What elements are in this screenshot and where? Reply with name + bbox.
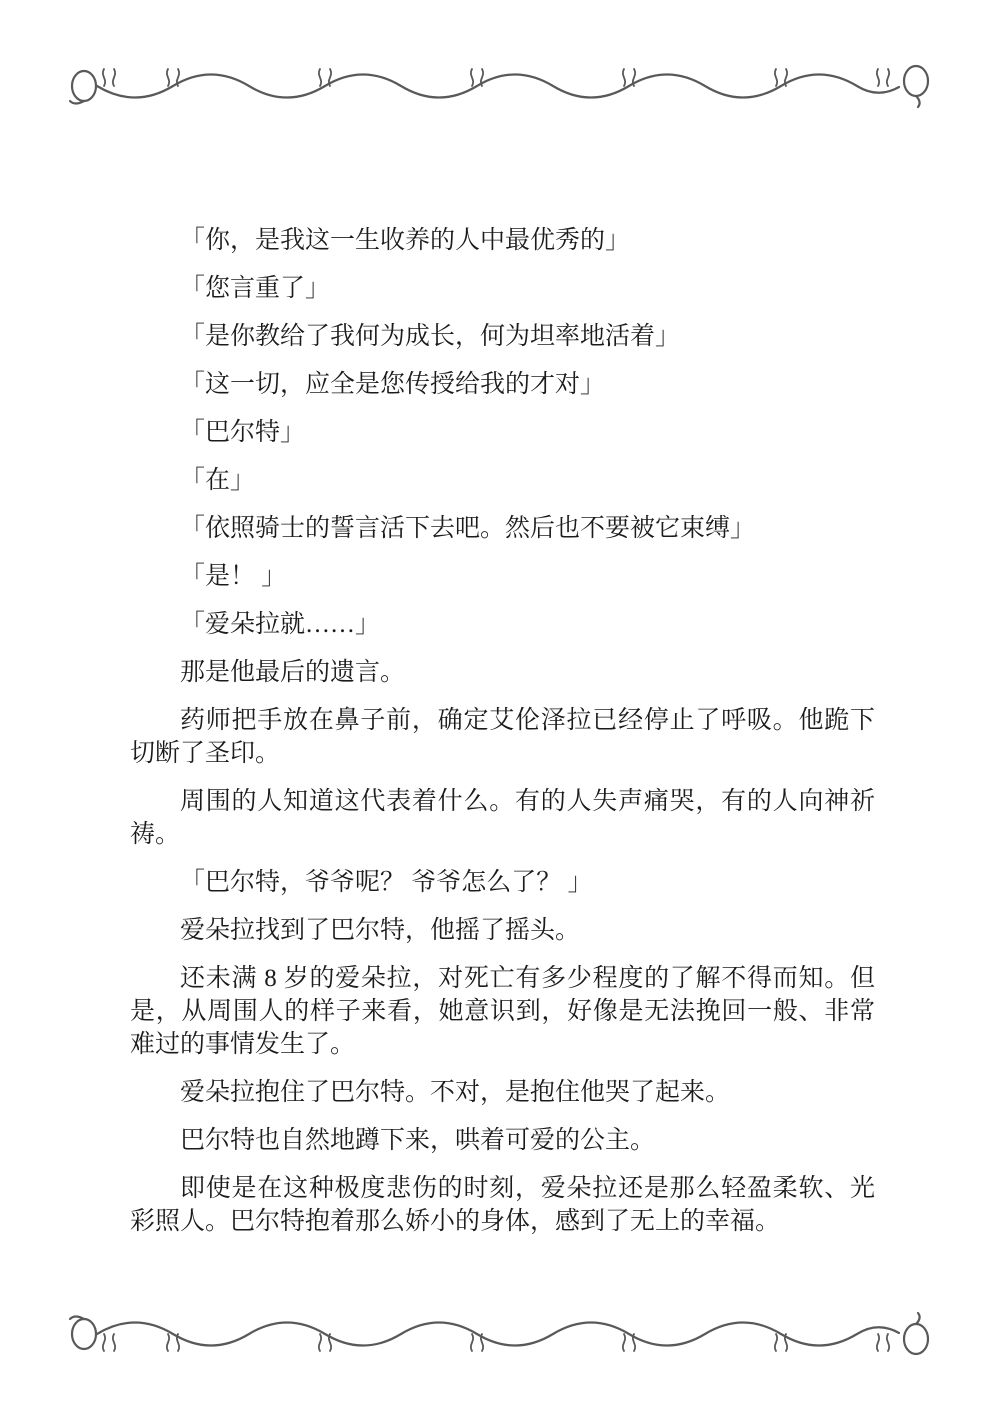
paragraph: 那是他最后的遗言。	[180, 659, 406, 686]
paragraph: 即使是在这种极度悲伤的时刻，爱朵拉还是那么轻盈柔软、光彩照人。巴尔特抱着那么娇小的身体，感到了无上的幸福。	[130, 1175, 875, 1235]
flourish-divider-top-icon	[63, 57, 939, 113]
paragraph: 「在」	[180, 467, 256, 494]
paragraph: 「你，是我这一生收养的人中最优秀的」	[180, 227, 631, 254]
flourish-divider-bottom-icon	[63, 1307, 939, 1363]
paragraph: 爱朵拉抱住了巴尔特。不对，是抱住他哭了起来。	[180, 1079, 731, 1106]
paragraph: 「是你教给了我何为成长，何为坦率地活着」	[180, 323, 681, 350]
paragraph: 还未满 8 岁的爱朵拉，对死亡有多少程度的了解不得而知。但是，从周围人的样子来看，她意识到，好像是无法挽回一般、非常难过的事情发生了。	[130, 965, 875, 1058]
paragraph: 药师把手放在鼻子前，确定艾伦泽拉已经停止了呼吸。他跪下切断了圣印。	[130, 707, 875, 767]
paragraph: 「这一切，应全是您传授给我的才对」	[180, 371, 606, 398]
page-text	[130, 224, 875, 1253]
paragraph: 「是！ 」	[180, 563, 287, 590]
paragraph: 「依照骑士的誓言活下去吧。然后也不要被它束缚」	[180, 515, 756, 542]
paragraph: 周围的人知道这代表着什么。有的人失声痛哭，有的人向神祈祷。	[130, 788, 875, 848]
paragraph: 「您言重了」	[180, 275, 331, 302]
paragraph: 「巴尔特」	[180, 419, 306, 446]
paragraph: 爱朵拉找到了巴尔特，他摇了摇头。	[180, 917, 581, 944]
paragraph: 巴尔特也自然地蹲下来，哄着可爱的公主。	[180, 1127, 656, 1154]
paragraph: 「爱朵拉就……」	[180, 611, 381, 638]
paragraph: 「巴尔特，爷爷呢？ 爷爷怎么了？ 」	[180, 869, 593, 896]
